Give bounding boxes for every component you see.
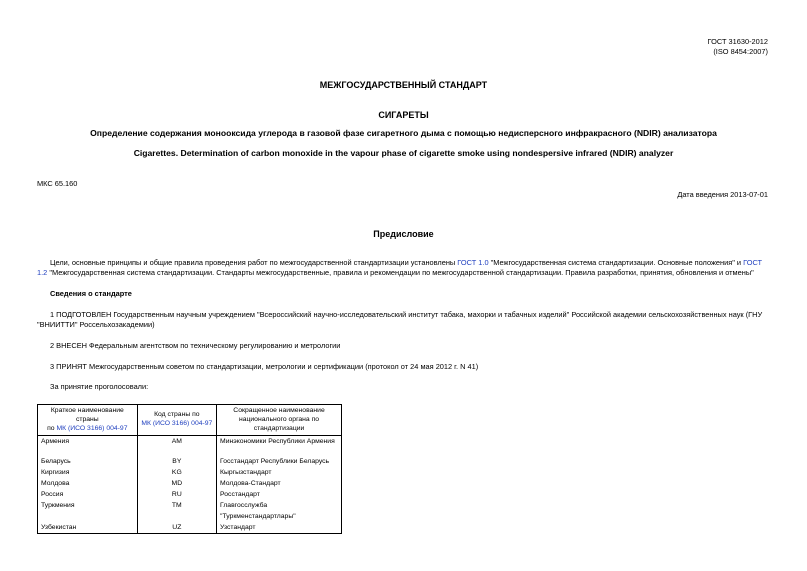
body-cell: Главгосслужба "Туркменстандартлары" xyxy=(217,500,342,522)
title-en: Cigarettes. Determination of carbon monoxide in the vapour phase of cigarette smoke using nondespersive infrared (NDIR) analyzer xyxy=(133,148,674,158)
spacer-cell xyxy=(38,447,138,456)
country-cell: Туркмения xyxy=(38,500,138,522)
iso-reference: (ISO 8454:2007) xyxy=(713,47,768,56)
body-cell: Минэкономики Республики Армения xyxy=(217,436,342,448)
code-cell: RU xyxy=(137,489,216,500)
gost-1-2-link[interactable]: ГОСТ 1.2 xyxy=(37,258,763,277)
table-spacer-row xyxy=(38,447,342,456)
spacer-cell xyxy=(137,447,216,456)
table-row xyxy=(38,436,342,448)
table-row xyxy=(38,456,342,467)
country-cell: Молдова xyxy=(38,478,138,489)
col-code-line1: Код страны по xyxy=(154,411,200,419)
table-row xyxy=(38,500,342,522)
mk-iso-link-1[interactable]: МК (ИСО 3166) 004-97 xyxy=(56,424,128,432)
product-name: СИГАРЕТЫ xyxy=(378,110,429,120)
code-cell: KG xyxy=(137,467,216,478)
col-country-header xyxy=(38,405,138,436)
standard-info-heading: Сведения о стандарте xyxy=(50,289,132,298)
code-cell: MD xyxy=(137,478,216,489)
table-row xyxy=(38,478,342,489)
table-header-row xyxy=(38,405,342,436)
table-row xyxy=(38,522,342,534)
country-cell: Киргизия xyxy=(38,467,138,478)
code-cell: BY xyxy=(137,456,216,467)
foreword-text-2: "Межгосударственная система стандартизации. Основные положения" и xyxy=(488,258,744,267)
body-cell: Кыргызстандарт xyxy=(217,467,342,478)
voting-countries-table xyxy=(37,404,342,534)
body-cell: Молдова-Стандарт xyxy=(217,478,342,489)
col-country-line1: Краткое наименование страны xyxy=(50,407,124,423)
body-cell: Росстандарт xyxy=(217,489,342,500)
foreword-heading: Предисловие xyxy=(373,229,434,239)
table-row xyxy=(38,489,342,500)
item-prepared: 1 ПОДГОТОВЛЕН Государственным научным учреждением "Всероссийский научно-исследовательский институт табака, махорки и табачных изделий" Российской академии сельскохозяйственных наук (ГНУ "ВНИИТТИ" Россельхозакадемии) xyxy=(37,310,763,329)
spacer-cell xyxy=(217,447,342,456)
gost-1-0-link[interactable]: ГОСТ 1.0 xyxy=(457,258,489,267)
body-cell: Узстандарт xyxy=(217,522,342,534)
col-country-line2: по xyxy=(47,424,57,432)
title-ru: Определение содержания монооксида углерода в газовой фазе сигаретного дыма с помощью недисперсного инфракрасного (NDIR) анализатора xyxy=(90,128,717,138)
code-cell: AM xyxy=(137,436,216,448)
country-cell: Узбекистан xyxy=(38,522,138,534)
country-cell: Армения xyxy=(38,436,138,448)
country-cell: Россия xyxy=(38,489,138,500)
col-body-header: Сокращенное наименование национального органа по стандартизации xyxy=(217,405,342,436)
mk-iso-link-2[interactable]: МК (ИСО 3166) 004-97 xyxy=(141,420,213,428)
voted-label: За принятие проголосовали: xyxy=(50,382,149,391)
country-cell: Беларусь xyxy=(38,456,138,467)
foreword-text-3: "Межгосударственная система стандартизации. Стандарты межгосударственные, правила и рекомендации по межгосударственной стандартизации. Правила разработки, принятия, обновления и отмены" xyxy=(47,267,754,277)
mks-code: МКС 65.160 xyxy=(37,179,78,188)
item-introduced: 2 ВНЕСЕН Федеральным агентством по техническому регулированию и метрологии xyxy=(50,341,341,350)
intro-date: Дата введения 2013-07-01 xyxy=(677,190,768,199)
code-cell: TM xyxy=(137,500,216,522)
item-adopted: 3 ПРИНЯТ Межгосударственным советом по стандартизации, метрологии и сертификации (протокол от 24 мая 2012 г. N 41) xyxy=(50,362,479,371)
code-cell: UZ xyxy=(137,522,216,534)
body-cell: Госстандарт Республики Беларусь xyxy=(217,456,342,467)
standard-number: ГОСТ 31630-2012 xyxy=(707,37,768,46)
standard-type: МЕЖГОСУДАРСТВЕННЫЙ СТАНДАРТ xyxy=(319,80,488,90)
table-row xyxy=(38,467,342,478)
foreword-paragraph xyxy=(37,258,770,277)
foreword-text-1: Цели, основные принципы и общие правила проведения работ по межгосударственной стандартизации установлены xyxy=(50,258,458,267)
col-code-header xyxy=(137,405,216,436)
